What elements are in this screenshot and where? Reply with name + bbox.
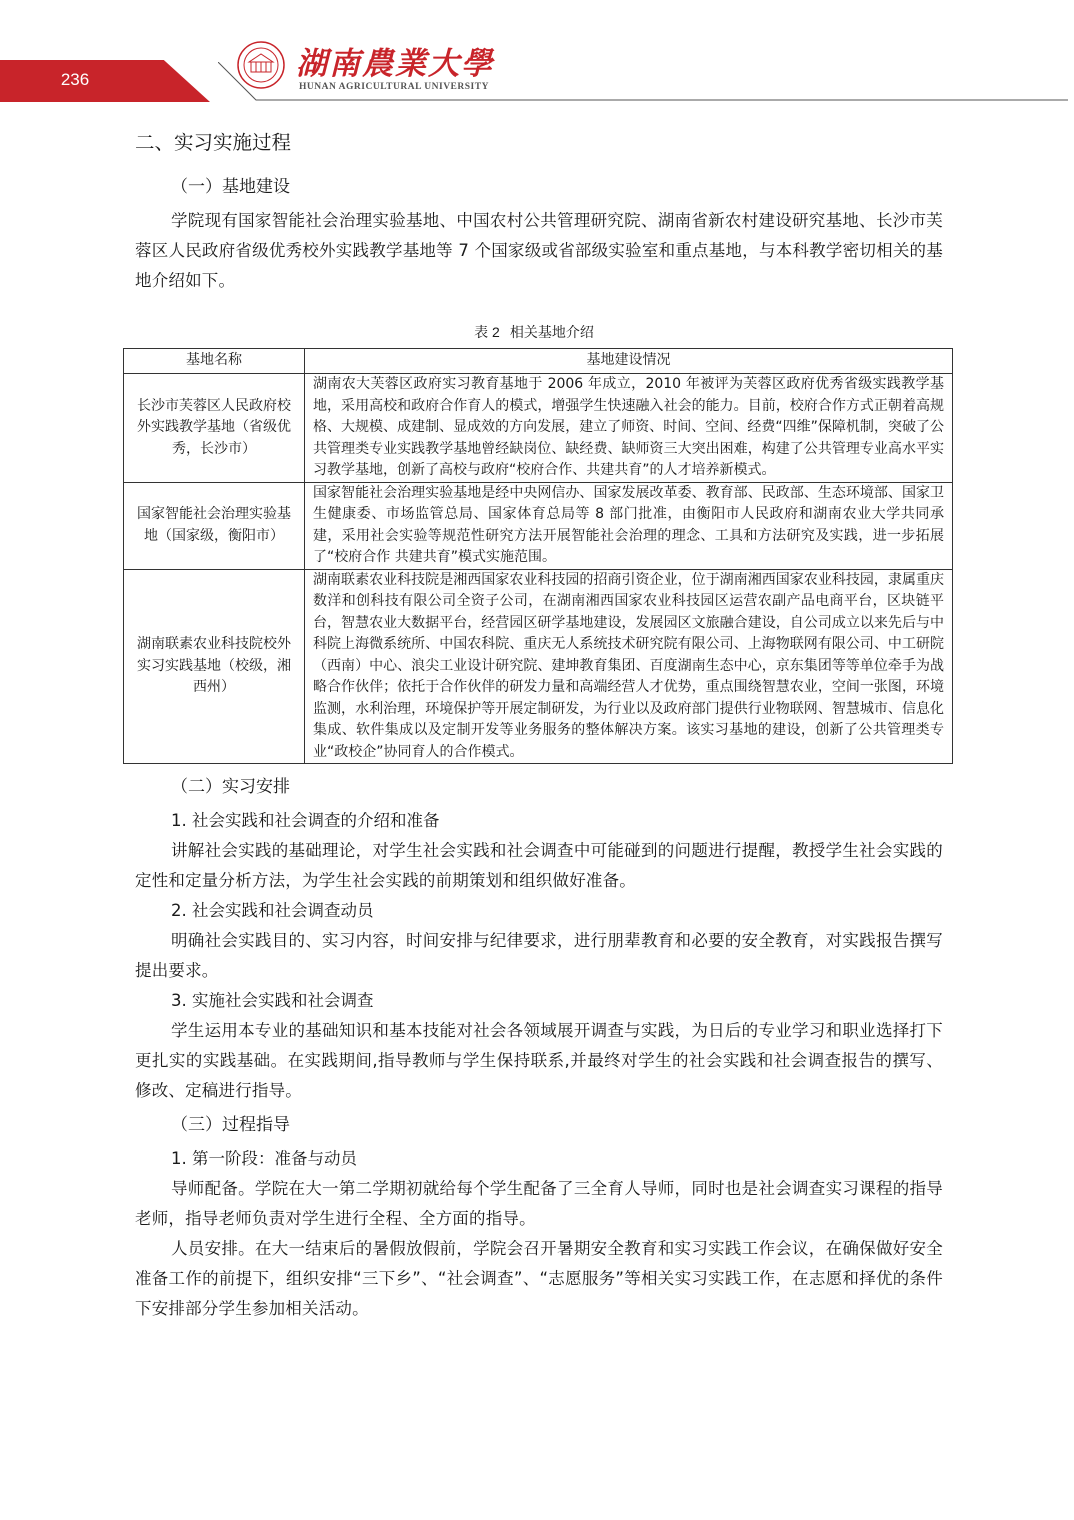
subsection-title-1: （一）基地建设	[171, 177, 290, 197]
table-row	[124, 374, 953, 483]
base-desc-cell: 国家智能社会治理实验基地是经中央网信办、国家发展改革委、教育部、民政部、生态环境部、国家卫生健康委、市场监管总局、国家体育总局等 8 部门批准，由衡阳市人民政府和湖南农业大学共同承建，采用社会实验等规范性研究方法开展智能社会治理的理念、工具和方法研究及实践，进一步拓展了“校府合作 共建共育”模式实施范围。	[305, 482, 953, 569]
arrangement-item-body: 学生运用本专业的基础知识和基本技能对社会各领域展开调查与实践，为日后的专业学习和职业选择打下更扎实的实践基础。在实践期间,指导教师与学生保持联系,并最终对学生的社会实践和社会调查报告的撰写、修改、定稿进行指导。	[135, 1021, 943, 1100]
table-row	[124, 482, 953, 569]
base-intro-paragraph: 学院现有国家智能社会治理实验基地、中国农村公共管理研究院、湖南省新农村建设研究基地、长沙市芙蓉区人民政府省级优秀校外实践教学基地等 7 个国家级或省部级实验室和重点基地，与本科教学密切相关的基地介绍如下。	[135, 211, 943, 290]
university-name-cn: 湖南農業大學	[296, 46, 494, 82]
stage-heading: 1. 第一阶段：准备与动员	[171, 1149, 357, 1168]
subsection-title-2: （二）实习安排	[171, 777, 290, 797]
base-name-cell: 湖南联素农业科技院校外实习实践基地（校级，湘西州）	[124, 569, 305, 764]
base-name-cell: 长沙市芙蓉区人民政府校外实践教学基地（省级优秀，长沙市）	[124, 374, 305, 483]
table-row	[124, 569, 953, 764]
page-number: 236	[60, 70, 90, 89]
university-seal-icon	[236, 40, 286, 90]
base-desc-cell: 湖南农大芙蓉区政府实习教育基地于 2006 年成立，2010 年被评为芙蓉区政府优秀省级实践教学基地，采用高校和政府合作育人的模式，增强学生快速融入社会的能力。目前，校府合作方式正朝着高规格、大规模、成建制、显成效的方向发展，建立了师资、时间、空间、经费“四维”保障机制，突破了公共管理类专业实践教学基地曾经缺岗位、缺经费、缺师资三大突出困难，构建了公共管理专业高水平实习教学基地，创新了高校与政府“校府合作、共建共育”的人才培养新模式。	[305, 374, 953, 483]
guidance-paragraph: 人员安排。在大一结束后的暑假放假前，学院会召开暑期安全教育和实习实践工作会议，在确保做好安全准备工作的前提下，组织安排“三下乡”、“社会调查”、“志愿服务”等相关实习实践工作，在志愿和择优的条件下安排部分学生参加相关活动。	[135, 1239, 943, 1318]
base-name-cell: 国家智能社会治理实验基地（国家级，衡阳市）	[124, 482, 305, 569]
arrangement-item-heading: 2. 社会实践和社会调查动员	[171, 901, 374, 920]
page-content	[135, 128, 943, 1324]
university-name-en: HUNAN AGRICULTURAL UNIVERSITY	[299, 82, 489, 92]
guidance-paragraph: 导师配备。学院在大一第二学期初就给每个学生配备了三全育人导师，同时也是社会调查实习课程的指导老师，指导老师负责对学生进行全程、全方面的指导。	[135, 1179, 943, 1228]
arrangement-item-body: 明确社会实践目的、实习内容，时间安排与纪律要求，进行朋辈教育和必要的安全教育，对实践报告撰写提出要求。	[135, 931, 943, 980]
subsection-title-3: （三）过程指导	[171, 1115, 290, 1135]
bases-table	[123, 348, 953, 764]
table-caption-number: 表 2	[474, 324, 500, 340]
arrangement-item-body: 讲解社会实践的基础理论，对学生社会实践和社会调查中可能碰到的问题进行提醒，教授学生社会实践的定性和定量分析方法，为学生社会实践的前期策划和组织做好准备。	[135, 841, 943, 890]
table-header-name: 基地名称	[124, 349, 305, 374]
table-header-row	[124, 349, 953, 374]
arrangement-item-heading: 1. 社会实践和社会调查的介绍和准备	[171, 811, 440, 830]
table-caption	[135, 322, 943, 342]
section-title: 二、实习实施过程	[135, 131, 292, 154]
arrangement-item-heading: 3. 实施社会实践和社会调查	[171, 991, 374, 1010]
table-caption-title: 相关基地介绍	[509, 324, 594, 340]
base-desc-cell: 湖南联素农业科技院是湘西国家农业科技园的招商引资企业，位于湖南湘西国家农业科技园，隶属重庆数洋和创科技有限公司全资子公司，在湖南湘西国家农业科技园区运营农副产品电商平台，区块链平台，智慧农业大数据平台，经营园区研学基地建设，发展园区文旅融合建设，自公司成立以来先后与中科院上海微系统所、中国农科院、重庆无人系统技术研究院有限公司、上海物联网有限公司、中工研院（西南）中心、浪尖工业设计研究院、建坤教育集团、百度湖南生态中心，京东集团等等单位牵手为战略合作伙伴；依托于合作伙伴的研发力量和高端经营人才优势，重点围绕智慧农业，空间一张图，环境监测，水利治理，环境保护等开展定制研发，为行业以及政府部门提供行业物联网、智慧城市、信息化集成、软件集成以及定制开发等业务服务的整体解决方案。该实习基地的建设，创新了公共管理类专业“政校企”协同育人的合作模式。	[305, 569, 953, 764]
table-header-desc: 基地建设情况	[305, 349, 953, 374]
